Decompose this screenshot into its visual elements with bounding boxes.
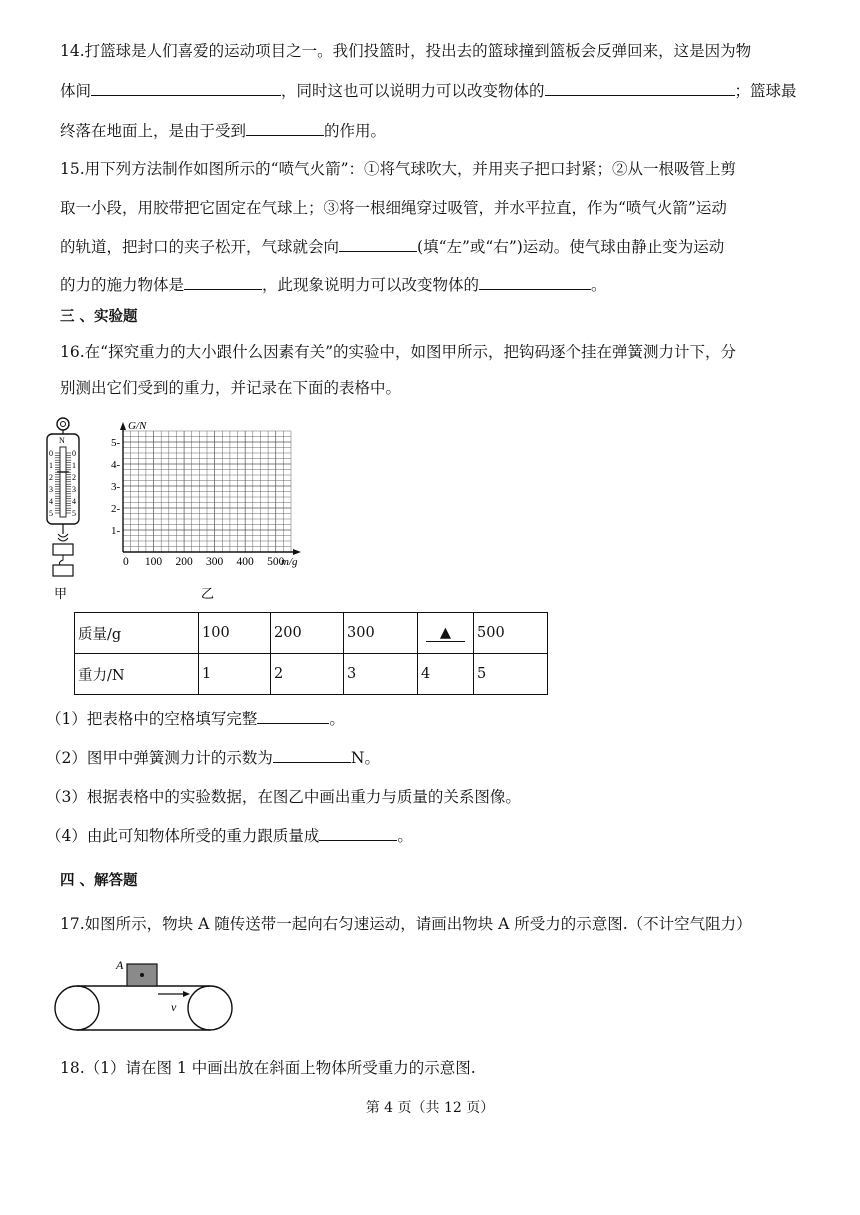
y-tick-label: 3- <box>111 481 121 493</box>
table-cell-blank[interactable]: ▲ <box>418 613 474 654</box>
q14-text-b: ，同时这也可以说明力可以改变物体的 <box>281 82 545 100</box>
table-cell: 500 <box>474 613 548 654</box>
y-tick-label: 4- <box>111 459 121 471</box>
q15-blank-2[interactable] <box>184 275 262 290</box>
y-axis-arrow <box>120 422 126 430</box>
q15-blank-1[interactable] <box>339 237 417 252</box>
data-table <box>74 612 548 695</box>
right-roller <box>188 986 232 1030</box>
x-tick-labels <box>123 556 285 568</box>
q15-blank-3[interactable] <box>479 275 591 290</box>
table-cell: 5 <box>474 654 548 695</box>
q14-text-d: 终落在地面上，是由于受到 <box>60 122 247 140</box>
velocity-label: v <box>171 1000 177 1014</box>
section-heading-experiment: 三 、实验题 <box>60 309 138 325</box>
section-heading-answer: 四 、解答题 <box>60 873 138 889</box>
scale-numeral: 2 <box>49 473 53 482</box>
spring-scale-figure <box>40 412 90 602</box>
g-m-chart <box>105 412 310 602</box>
x-tick-label: 400 <box>236 556 254 568</box>
scale-numeral: 5 <box>72 509 76 518</box>
scale-numeral: 4 <box>49 497 53 506</box>
q15-text-d: ，此现象说明力可以改变物体的 <box>262 276 480 294</box>
scale-numeral: 3 <box>72 485 76 494</box>
q15-text-c: 的力的施力物体是 <box>60 276 185 294</box>
y-tick-label: 5- <box>111 437 121 449</box>
scale-numeral: 5 <box>49 509 53 518</box>
table-cell: 2 <box>271 654 344 695</box>
q15-text-e: 。 <box>591 276 607 294</box>
x-tick-label: 300 <box>206 556 224 568</box>
q15-line1: 15.用下列方法制作如图所示的“喷气火箭”：①将气球吹大，并用夹子把口封紧；②从一根吸管上剪 <box>60 160 737 178</box>
q15-line3 <box>60 237 724 257</box>
x-tick-label: 0 <box>123 556 129 568</box>
q15-line4 <box>60 275 607 295</box>
q14-text-c: ；篮球最 <box>734 82 797 100</box>
scale-numeral: 3 <box>49 485 53 494</box>
q16-line1: 16.在“探究重力的大小跟什么因素有关”的实验中，如图甲所示，把钩码逐个挂在弹簧测力计下，分 <box>60 343 737 361</box>
q14-blank-2[interactable] <box>545 81 735 96</box>
q14-line2 <box>60 81 797 101</box>
scale-numeral: 0 <box>72 449 76 458</box>
y-axis-label: G/N <box>128 420 147 432</box>
conveyor-belt-figure <box>50 956 240 1034</box>
fig-jia-label: 甲 <box>54 586 68 601</box>
chart-grid <box>123 431 291 552</box>
q14-line1: 14.打篮球是人们喜爱的运动项目之一。我们投篮时，投出去的篮球撞到篮板会反弹回来，这是因为物 <box>60 42 752 60</box>
x-tick-label: 100 <box>144 556 163 568</box>
q15-text-b: (填“左”或“右”)运动。使气球由静止变为运动 <box>417 238 725 256</box>
scale-numeral: 0 <box>49 449 53 458</box>
table-cell: 300 <box>344 613 418 654</box>
table-header-weight: 重力/N <box>75 654 199 695</box>
q17-text: 17.如图所示，物块 A 随传送带一起向右匀速运动，请画出物块 A 所受力的示意图.（不计空气阻力） <box>60 915 752 933</box>
table-row-mass <box>75 613 548 654</box>
scale-numeral: 1 <box>72 461 76 470</box>
q14-text-e: 的作用。 <box>324 122 387 140</box>
table-cell: 4 <box>418 654 474 695</box>
fig-yi-label: 乙 <box>201 586 215 601</box>
table-cell: 100 <box>199 613 271 654</box>
q16-blank-3[interactable] <box>319 826 397 841</box>
q16-line2: 别测出它们受到的重力，并记录在下面的表格中。 <box>60 379 402 397</box>
q16-sub1: （1）把表格中的空格填写完整 。 <box>46 710 345 728</box>
table-header-mass: 质量/g <box>75 613 199 654</box>
x-axis-arrow <box>293 549 301 555</box>
x-tick-label: 500 <box>267 556 285 568</box>
x-tick-label: 200 <box>175 556 193 568</box>
q16-sub3: （3）根据表格中的实验数据，在图乙中画出重力与质量的关系图像。 <box>46 788 521 806</box>
table-row-weight <box>75 654 548 695</box>
q15-line2: 取一小段，用胶带把它固定在气球上；③将一根细绳穿过吸管，并水平拉直，作为“喷气火箭”运动 <box>60 199 727 217</box>
scale-numeral: 1 <box>49 461 53 470</box>
table-cell: 200 <box>271 613 344 654</box>
scale-numeral: 4 <box>72 497 76 506</box>
q14-blank-1[interactable] <box>91 81 281 96</box>
block-a-label: A <box>116 958 124 972</box>
table-cell: 1 <box>199 654 271 695</box>
y-tick-labels <box>111 437 121 537</box>
y-tick-label: 2- <box>111 503 121 515</box>
table-cell: 3 <box>344 654 418 695</box>
q16-blank-2[interactable] <box>273 748 351 763</box>
q14-line3 <box>60 121 386 141</box>
left-roller <box>55 986 99 1030</box>
q16-sub4: （4）由此可知物体所受的重力跟质量成 。 <box>46 827 413 845</box>
q14-blank-3[interactable] <box>246 121 324 136</box>
q16-sub2: （2）图甲中弹簧测力计的示数为 N。 <box>46 749 380 767</box>
scale-unit-label: N <box>59 436 65 445</box>
q15-text-a: 的轨道，把封口的夹子松开，气球就会向 <box>60 238 340 256</box>
q14-text-a: 体间 <box>60 82 92 100</box>
scale-numeral: 2 <box>72 473 76 482</box>
page-footer: 第 4 页（共 12 页） <box>365 1100 495 1116</box>
q18-text: 18.（1）请在图 1 中画出放在斜面上物体所受重力的示意图. <box>60 1059 476 1077</box>
q16-blank-1[interactable] <box>257 709 329 724</box>
x-axis-label: m/g <box>281 556 298 568</box>
y-tick-label: 1- <box>111 525 121 537</box>
